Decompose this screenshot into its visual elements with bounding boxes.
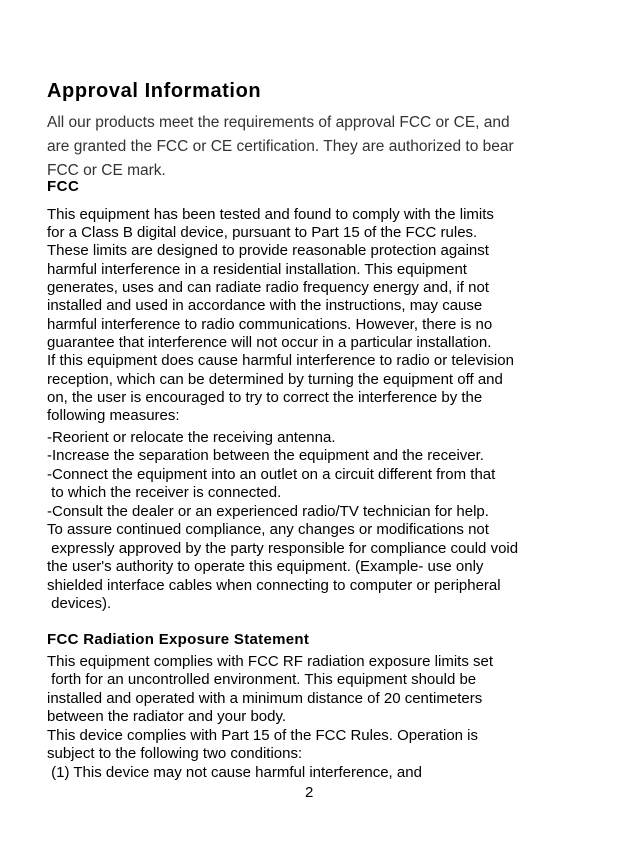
fcc-text-line: shielded interface cables when connecting to computer or peripheral (47, 577, 501, 594)
fcc-text-line: following measures: (47, 407, 180, 424)
fcc-text-line: If this equipment does cause harmful interference to radio or television (47, 352, 514, 369)
intro-line: are granted the FCC or CE certification. They are authorized to bear (47, 138, 514, 155)
radiation-text-line: (1) This device may not cause harmful interference, and (47, 764, 422, 781)
fcc-text-line: to which the receiver is connected. (47, 484, 282, 501)
fcc-text-line: the user's authority to operate this equipment. (Example- use only (47, 558, 484, 575)
fcc-text-line: harmful interference to radio communications. However, there is no (47, 316, 493, 333)
radiation-text-line: This device complies with Part 15 of the FCC Rules. Operation is (47, 727, 479, 744)
fcc-text-line: -Reorient or relocate the receiving antenna. (47, 429, 336, 446)
fcc-text-line: reception, which can be determined by turning the equipment off and (47, 371, 503, 388)
fcc-text-line: -Connect the equipment into an outlet on a circuit different from that (47, 466, 496, 483)
fcc-text-line: harmful interference in a residential installation. This equipment (47, 261, 467, 278)
intro-line: FCC or CE mark. (47, 162, 166, 179)
radiation-text-line: subject to the following two conditions: (47, 745, 303, 762)
page-number: 2 (305, 784, 314, 801)
intro-line: All our products meet the requirements of approval FCC or CE, and (47, 114, 510, 131)
fcc-text-line: devices). (47, 595, 112, 612)
radiation-heading: FCC Radiation Exposure Statement (47, 631, 310, 648)
fcc-text-line: -Increase the separation between the equipment and the receiver. (47, 447, 484, 464)
fcc-text-line: These limits are designed to provide reasonable protection against (47, 242, 489, 259)
page-title: Approval Information (47, 80, 262, 102)
fcc-text-line: -Consult the dealer or an experienced radio/TV technician for help. (47, 503, 489, 520)
fcc-text-line: generates, uses and can radiate radio frequency energy and, if not (47, 279, 489, 296)
fcc-text-line: To assure continued compliance, any changes or modifications not (47, 521, 489, 538)
fcc-text-line: on, the user is encouraged to try to correct the interference by the (47, 389, 483, 406)
fcc-text-line: for a Class B digital device, pursuant to Part 15 of the FCC rules. (47, 224, 478, 241)
radiation-text-line: This equipment complies with FCC RF radiation exposure limits set (47, 653, 493, 670)
radiation-text-line: between the radiator and your body. (47, 708, 287, 725)
fcc-heading: FCC (47, 178, 80, 195)
radiation-text-line: installed and operated with a minimum distance of 20 centimeters (47, 690, 483, 707)
fcc-text-line: installed and used in accordance with the instructions, may cause (47, 297, 483, 314)
fcc-text-line: This equipment has been tested and found to comply with the limits (47, 206, 494, 223)
fcc-text-line: guarantee that interference will not occur in a particular installation. (47, 334, 492, 351)
radiation-text-line: forth for an uncontrolled environment. This equipment should be (47, 671, 477, 688)
fcc-text-line: expressly approved by the party responsible for compliance could void (47, 540, 519, 557)
